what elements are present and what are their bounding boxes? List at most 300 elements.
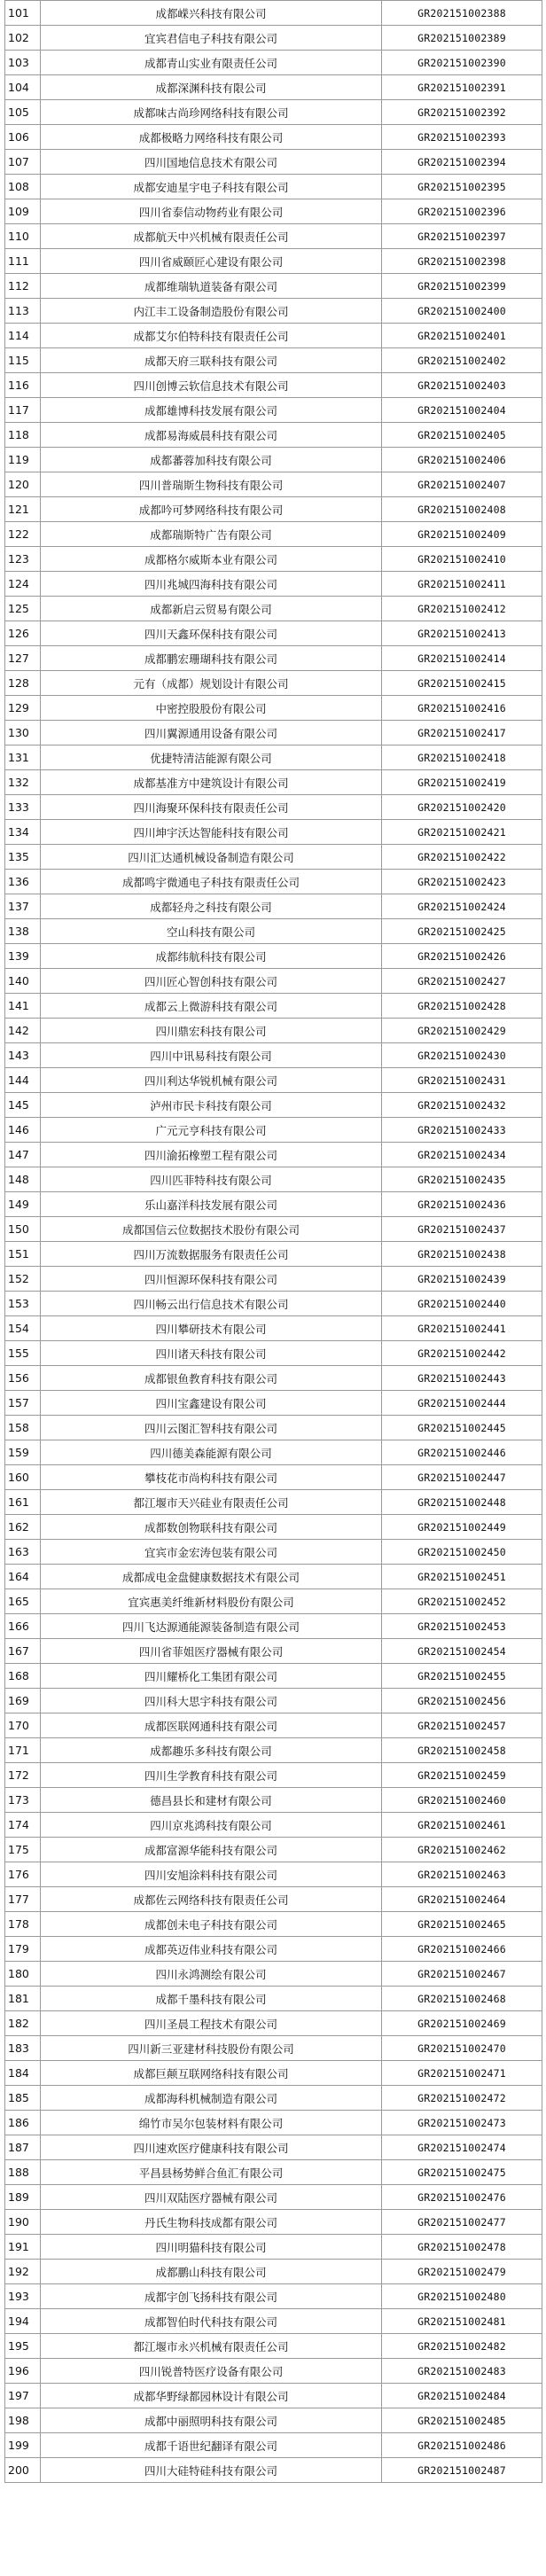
table-row [5,1813,542,1838]
certificate-number: GR202151002465 [382,1912,542,1937]
table-row [5,1391,542,1416]
row-number: 166 [5,1614,41,1639]
company-name: 都江堰市天兴硅业有限责任公司 [41,1490,382,1515]
row-number: 189 [5,2185,41,2210]
certificate-number: GR202151002469 [382,2011,542,2036]
company-name: 四川省威颐匠心建设有限公司 [41,249,382,274]
company-name: 四川普瑞斯生物科技有限公司 [41,472,382,497]
row-number: 194 [5,2309,41,2334]
row-number: 134 [5,820,41,845]
company-name: 成都新启云贸易有限公司 [41,597,382,621]
table-row [5,994,542,1019]
certificate-number: GR202151002393 [382,125,542,150]
certificate-number: GR202151002459 [382,1763,542,1788]
company-name: 成都医联网通科技有限公司 [41,1713,382,1738]
row-number: 102 [5,26,41,51]
company-name: 四川速欢医疗健康科技有限公司 [41,2135,382,2160]
table-row [5,1987,542,2011]
table-row [5,2210,542,2235]
certificate-number: GR202151002396 [382,199,542,224]
row-number: 151 [5,1242,41,1267]
row-number: 137 [5,894,41,919]
company-name: 四川生学教育科技有限公司 [41,1763,382,1788]
row-number: 104 [5,75,41,100]
company-name: 四川匠心智创科技有限公司 [41,969,382,994]
table-row [5,820,542,845]
table-row [5,1887,542,1912]
table-row [5,870,542,894]
company-name: 成都艾尔伯特科技有限责任公司 [41,324,382,348]
row-number: 146 [5,1118,41,1143]
certificate-number: GR202151002394 [382,150,542,175]
certificate-number: GR202151002432 [382,1093,542,1118]
row-number: 107 [5,150,41,175]
company-name: 四川省菲姐医疗器械有限公司 [41,1639,382,1664]
company-name: 宜宾市金宏涛包装有限公司 [41,1540,382,1565]
company-list-table [4,0,542,2483]
certificate-number: GR202151002462 [382,1838,542,1862]
certificate-number: GR202151002388 [382,1,542,26]
table-row [5,1,542,26]
company-name: 德昌县长和建材有限公司 [41,1788,382,1813]
table-row [5,1292,542,1316]
company-name: 四川利达华锐机械有限公司 [41,1068,382,1093]
row-number: 144 [5,1068,41,1093]
row-number: 121 [5,497,41,522]
company-name: 成都银鱼教育科技有限公司 [41,1366,382,1391]
table-row [5,175,542,199]
row-number: 177 [5,1887,41,1912]
company-name: 成都青山实业有限责任公司 [41,51,382,75]
row-number: 118 [5,423,41,448]
company-name: 成都富源华能科技有限公司 [41,1838,382,1862]
company-name: 成都鸣宇微通电子科技有限责任公司 [41,870,382,894]
table-row [5,1192,542,1217]
certificate-number: GR202151002407 [382,472,542,497]
company-name: 内江丰工设备制造股份有限公司 [41,299,382,324]
table-row [5,472,542,497]
table-row [5,1689,542,1713]
certificate-number: GR202151002440 [382,1292,542,1316]
row-number: 188 [5,2160,41,2185]
company-name: 成都基准方中建筑设计有限公司 [41,770,382,795]
table-row [5,274,542,299]
row-number: 168 [5,1664,41,1689]
company-name: 成都纬航科技有限公司 [41,944,382,969]
company-name: 优捷特清洁能源有限公司 [41,745,382,770]
row-number: 126 [5,621,41,646]
certificate-number: GR202151002416 [382,696,542,721]
certificate-number: GR202151002404 [382,398,542,423]
certificate-number: GR202151002476 [382,2185,542,2210]
row-number: 174 [5,1813,41,1838]
row-number: 178 [5,1912,41,1937]
company-name: 四川耀桥化工集团有限公司 [41,1664,382,1689]
certificate-number: GR202151002435 [382,1167,542,1192]
table-row [5,348,542,373]
row-number: 155 [5,1341,41,1366]
table-row [5,26,542,51]
certificate-number: GR202151002390 [382,51,542,75]
company-name: 成都蕃蓉加科技有限公司 [41,448,382,472]
company-name: 乐山嘉洋科技发展有限公司 [41,1192,382,1217]
row-number: 142 [5,1019,41,1043]
row-number: 111 [5,249,41,274]
company-name: 成都佐云网络科技有限责任公司 [41,1887,382,1912]
certificate-number: GR202151002426 [382,944,542,969]
row-number: 145 [5,1093,41,1118]
certificate-number: GR202151002457 [382,1713,542,1738]
table-row [5,646,542,671]
table-row [5,1788,542,1813]
company-name: 四川中讯易科技有限公司 [41,1043,382,1068]
company-name: 四川海聚环保科技有限责任公司 [41,795,382,820]
row-number: 195 [5,2334,41,2359]
table-row [5,1068,542,1093]
table-row [5,224,542,249]
row-number: 154 [5,1316,41,1341]
table-row [5,1962,542,1987]
company-name: 成都易海威晨科技有限公司 [41,423,382,448]
company-name: 中密控股股份有限公司 [41,696,382,721]
certificate-number: GR202151002397 [382,224,542,249]
table-row [5,125,542,150]
row-number: 191 [5,2235,41,2260]
row-number: 112 [5,274,41,299]
table-row [5,373,542,398]
certificate-number: GR202151002482 [382,2334,542,2359]
certificate-number: GR202151002452 [382,1589,542,1614]
certificate-number: GR202151002460 [382,1788,542,1813]
row-number: 176 [5,1862,41,1887]
company-name: 四川省泰信动物药业有限公司 [41,199,382,224]
company-name: 四川匹菲特科技有限公司 [41,1167,382,1192]
table-row [5,1565,542,1589]
row-number: 175 [5,1838,41,1862]
row-number: 123 [5,547,41,572]
company-name: 四川安旭涂料科技有限公司 [41,1862,382,1887]
row-number: 179 [5,1937,41,1962]
table-row [5,1838,542,1862]
company-name: 成都深渊科技有限公司 [41,75,382,100]
row-number: 148 [5,1167,41,1192]
certificate-number: GR202151002484 [382,2384,542,2408]
row-number: 157 [5,1391,41,1416]
company-name: 成都鹏山科技有限公司 [41,2260,382,2284]
table-row [5,497,542,522]
certificate-number: GR202151002405 [382,423,542,448]
row-number: 180 [5,1962,41,1987]
company-name: 成都雄博科技发展有限公司 [41,398,382,423]
certificate-number: GR202151002392 [382,100,542,125]
certificate-number: GR202151002479 [382,2260,542,2284]
company-name: 四川汇达通机械设备制造有限公司 [41,845,382,870]
table-row [5,1143,542,1167]
certificate-number: GR202151002442 [382,1341,542,1366]
certificate-number: GR202151002425 [382,919,542,944]
table-row [5,1416,542,1440]
table-row [5,199,542,224]
row-number: 190 [5,2210,41,2235]
certificate-number: GR202151002468 [382,1987,542,2011]
table-row [5,1614,542,1639]
row-number: 160 [5,1465,41,1490]
row-number: 125 [5,597,41,621]
row-number: 171 [5,1738,41,1763]
company-name: 四川天鑫环保科技有限公司 [41,621,382,646]
table-row [5,1366,542,1391]
table-row [5,1118,542,1143]
table-row [5,1093,542,1118]
certificate-number: GR202151002472 [382,2086,542,2111]
table-row [5,2458,542,2483]
company-name: 四川诸天科技有限公司 [41,1341,382,1366]
certificate-number: GR202151002418 [382,745,542,770]
certificate-number: GR202151002427 [382,969,542,994]
company-name: 四川双陆医疗器械有限公司 [41,2185,382,2210]
certificate-number: GR202151002438 [382,1242,542,1267]
table-row [5,2260,542,2284]
table-row [5,448,542,472]
company-name: 四川宝鑫建设有限公司 [41,1391,382,1416]
company-name: 都江堰市永兴机械有限责任公司 [41,2334,382,2359]
row-number: 172 [5,1763,41,1788]
company-name: 成都天府三联科技有限公司 [41,348,382,373]
row-number: 122 [5,522,41,547]
certificate-number: GR202151002434 [382,1143,542,1167]
table-row [5,2309,542,2334]
company-name: 四川万流数据服务有限责任公司 [41,1242,382,1267]
table-row [5,2235,542,2260]
row-number: 156 [5,1366,41,1391]
company-name: 广元元亨科技有限公司 [41,1118,382,1143]
table-row [5,2160,542,2185]
certificate-number: GR202151002412 [382,597,542,621]
table-row [5,249,542,274]
table-row [5,1242,542,1267]
table-row [5,1862,542,1887]
table-row [5,919,542,944]
table-row [5,2036,542,2061]
row-number: 117 [5,398,41,423]
company-name: 空山科技有限公司 [41,919,382,944]
row-number: 181 [5,1987,41,2011]
company-name: 成都华野绿都园林设计有限公司 [41,2384,382,2408]
certificate-number: GR202151002401 [382,324,542,348]
company-name: 四川云图汇智科技有限公司 [41,1416,382,1440]
row-number: 127 [5,646,41,671]
row-number: 136 [5,870,41,894]
row-number: 200 [5,2458,41,2483]
company-name: 成都创未电子科技有限公司 [41,1912,382,1937]
certificate-number: GR202151002450 [382,1540,542,1565]
certificate-number: GR202151002414 [382,646,542,671]
company-name: 四川鼎宏科技有限公司 [41,1019,382,1043]
company-name: 四川科大思宇科技有限公司 [41,1689,382,1713]
table-row [5,944,542,969]
certificate-number: GR202151002437 [382,1217,542,1242]
row-number: 135 [5,845,41,870]
table-row [5,770,542,795]
row-number: 159 [5,1440,41,1465]
company-name: 宜宾君信电子科技有限公司 [41,26,382,51]
table-row [5,2011,542,2036]
row-number: 170 [5,1713,41,1738]
row-number: 103 [5,51,41,75]
company-name: 元有（成都）规划设计有限公司 [41,671,382,696]
row-number: 116 [5,373,41,398]
row-number: 124 [5,572,41,597]
company-name: 成都瑞斯特广告有限公司 [41,522,382,547]
company-name: 成都国信云位数据技术股份有限公司 [41,1217,382,1242]
certificate-number: GR202151002464 [382,1887,542,1912]
company-name: 成都轻舟之科技有限公司 [41,894,382,919]
row-number: 186 [5,2111,41,2135]
table-row [5,795,542,820]
row-number: 169 [5,1689,41,1713]
company-name: 成都智伯时代科技有限公司 [41,2309,382,2334]
row-number: 138 [5,919,41,944]
company-name: 成都英迈伟业科技有限公司 [41,1937,382,1962]
table-row [5,1664,542,1689]
row-number: 192 [5,2260,41,2284]
table-row [5,547,542,572]
table-row [5,1043,542,1068]
row-number: 173 [5,1788,41,1813]
certificate-number: GR202151002430 [382,1043,542,1068]
certificate-number: GR202151002417 [382,721,542,745]
company-name: 泸州市民卡科技有限公司 [41,1093,382,1118]
table-row [5,894,542,919]
table-row [5,522,542,547]
table-row [5,696,542,721]
company-name: 成都宇创飞扬科技有限公司 [41,2284,382,2309]
company-name: 四川圣晨工程技术有限公司 [41,2011,382,2036]
certificate-number: GR202151002420 [382,795,542,820]
company-name: 四川畅云出行信息技术有限公司 [41,1292,382,1316]
row-number: 163 [5,1540,41,1565]
certificate-number: GR202151002453 [382,1614,542,1639]
certificate-number: GR202151002400 [382,299,542,324]
table-row [5,1217,542,1242]
certificate-number: GR202151002480 [382,2284,542,2309]
table-row [5,721,542,745]
company-name: 四川京兆鸿科技有限公司 [41,1813,382,1838]
row-number: 147 [5,1143,41,1167]
row-number: 183 [5,2036,41,2061]
table-row [5,1912,542,1937]
company-name: 成都中丽照明科技有限公司 [41,2408,382,2433]
table-row [5,1019,542,1043]
certificate-number: GR202151002446 [382,1440,542,1465]
certificate-number: GR202151002443 [382,1366,542,1391]
row-number: 129 [5,696,41,721]
certificate-number: GR202151002403 [382,373,542,398]
table-row [5,423,542,448]
table-row [5,1341,542,1366]
certificate-number: GR202151002487 [382,2458,542,2483]
table-row [5,398,542,423]
row-number: 101 [5,1,41,26]
row-number: 115 [5,348,41,373]
certificate-number: GR202151002461 [382,1813,542,1838]
table-row [5,299,542,324]
table-body [5,1,542,2483]
certificate-number: GR202151002411 [382,572,542,597]
row-number: 193 [5,2284,41,2309]
row-number: 141 [5,994,41,1019]
table-row [5,100,542,125]
row-number: 108 [5,175,41,199]
company-name: 成都嵘兴科技有限公司 [41,1,382,26]
company-name: 四川翼源通用设备有限公司 [41,721,382,745]
company-name: 成都海科机械制造有限公司 [41,2086,382,2111]
certificate-number: GR202151002455 [382,1664,542,1689]
certificate-number: GR202151002436 [382,1192,542,1217]
certificate-number: GR202151002391 [382,75,542,100]
table-row [5,572,542,597]
certificate-number: GR202151002475 [382,2160,542,2185]
company-name: 四川恒源环保科技有限公司 [41,1267,382,1292]
table-row [5,75,542,100]
table-row [5,1589,542,1614]
certificate-number: GR202151002454 [382,1639,542,1664]
company-name: 四川兆城四海科技有限公司 [41,572,382,597]
certificate-number: GR202151002471 [382,2061,542,2086]
table-row [5,2334,542,2359]
row-number: 149 [5,1192,41,1217]
row-number: 165 [5,1589,41,1614]
table-row [5,671,542,696]
certificate-number: GR202151002448 [382,1490,542,1515]
table-row [5,745,542,770]
certificate-number: GR202151002486 [382,2433,542,2458]
company-name: 四川飞达源通能源装备制造有限公司 [41,1614,382,1639]
certificate-number: GR202151002441 [382,1316,542,1341]
row-number: 106 [5,125,41,150]
certificate-number: GR202151002419 [382,770,542,795]
company-name: 平昌县杨势鲜合鱼汇有限公司 [41,2160,382,2185]
table-row [5,1639,542,1664]
row-number: 139 [5,944,41,969]
company-name: 成都成电金盘健康数据技术有限公司 [41,1565,382,1589]
certificate-number: GR202151002478 [382,2235,542,2260]
company-name: 成都安迪星宇电子科技有限公司 [41,175,382,199]
table-row [5,1937,542,1962]
row-number: 133 [5,795,41,820]
table-row [5,1167,542,1192]
company-name: 丹氏生物科技成都有限公司 [41,2210,382,2235]
row-number: 167 [5,1639,41,1664]
row-number: 152 [5,1267,41,1292]
certificate-number: GR202151002395 [382,175,542,199]
table-row [5,2408,542,2433]
row-number: 109 [5,199,41,224]
company-name: 成都极略力网络科技有限公司 [41,125,382,150]
table-row [5,621,542,646]
company-name: 成都航天中兴机械有限责任公司 [41,224,382,249]
table-row [5,1738,542,1763]
company-name: 成都千语世纪翻译有限公司 [41,2433,382,2458]
certificate-number: GR202151002410 [382,547,542,572]
certificate-number: GR202151002473 [382,2111,542,2135]
table-row [5,2135,542,2160]
company-name: 攀枝花市尚构科技有限公司 [41,1465,382,1490]
row-number: 132 [5,770,41,795]
certificate-number: GR202151002439 [382,1267,542,1292]
table-row [5,51,542,75]
company-name: 四川国地信息技术有限公司 [41,150,382,175]
